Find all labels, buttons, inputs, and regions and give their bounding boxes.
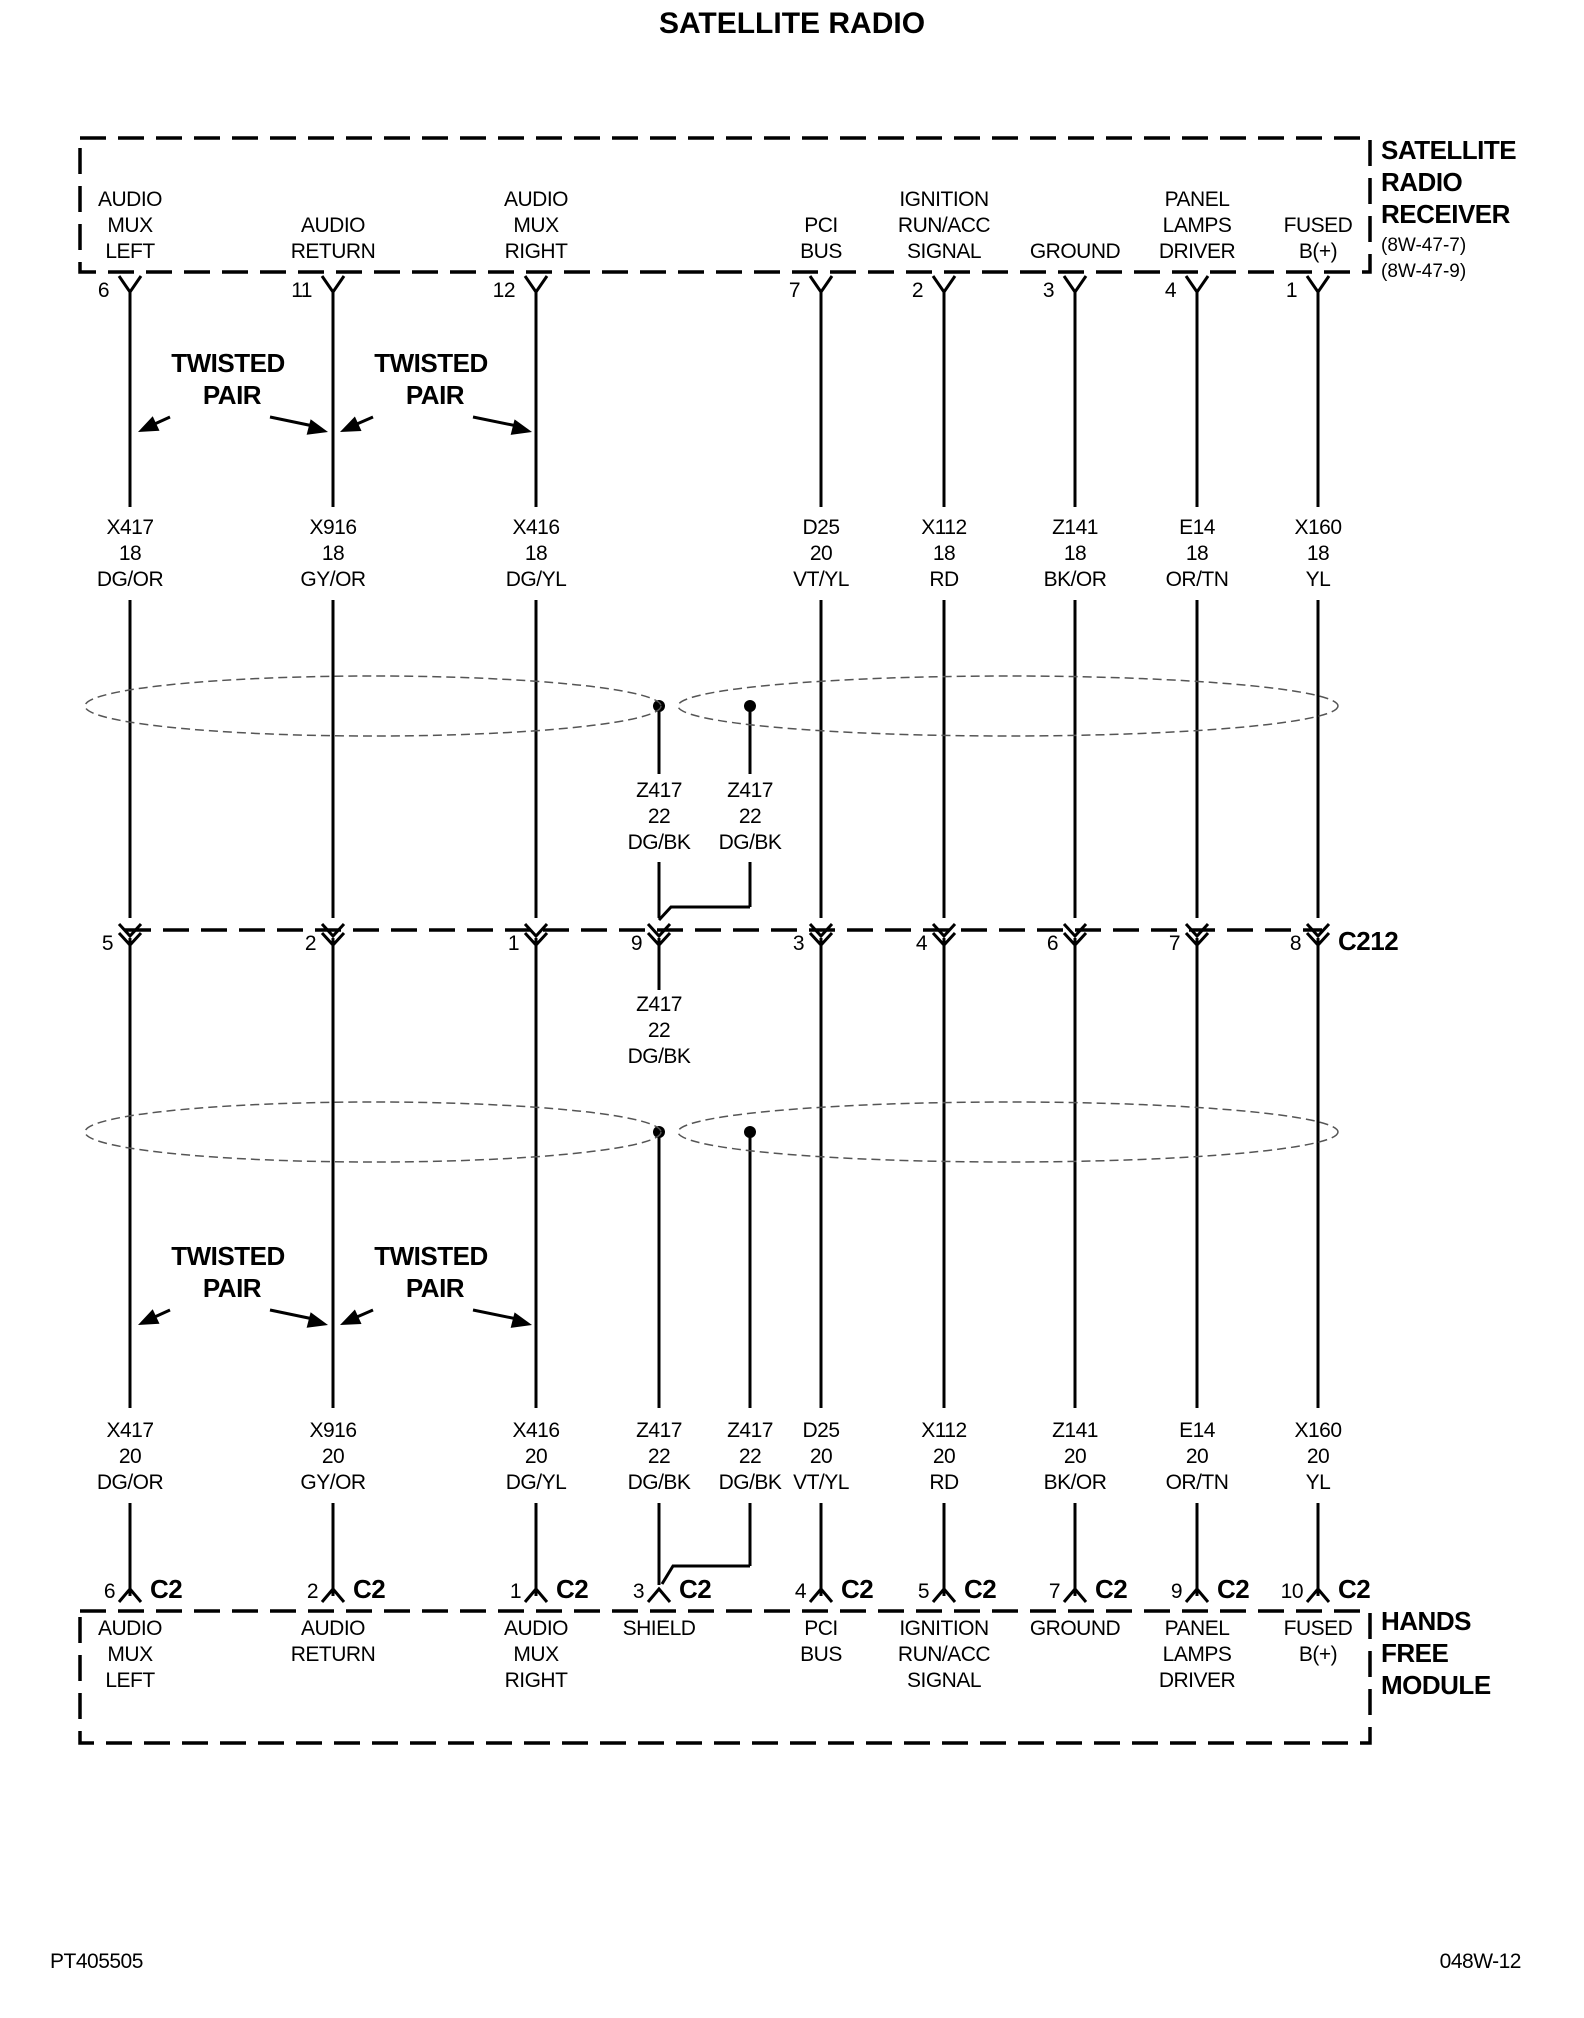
receiver-pin-number: 3 [1042, 279, 1054, 302]
c2-connector-label: C2 [964, 1574, 997, 1604]
upper-wire-gauge: 18 [524, 542, 548, 565]
twisted-pair-arrowhead [340, 416, 362, 432]
c2-connector-label: C2 [679, 1574, 712, 1604]
shield-wire-color: DG/BK [718, 831, 782, 854]
receiver-pin-function: PCI [804, 214, 838, 237]
receiver-ref: (8W-47-9) [1381, 261, 1467, 282]
receiver-pin-symbol [525, 276, 547, 292]
upper-wire-code: X916 [309, 516, 357, 539]
upper-wire-code: X112 [921, 516, 967, 539]
upper-wire-color: DG/OR [96, 568, 164, 591]
upper-wire-code: E14 [1179, 516, 1215, 539]
receiver-pin-function: AUDIO [503, 188, 569, 211]
twisted-pair-text: PAIR [202, 1273, 262, 1303]
upper-wire-gauge: 18 [1063, 542, 1087, 565]
receiver-pin-number: 6 [97, 279, 109, 302]
hands-free-pin-function: DRIVER [1158, 1669, 1236, 1692]
upper-wire-color: VT/YL [793, 568, 849, 591]
c2-pin-number: 3 [632, 1580, 644, 1603]
shield-outline [678, 1102, 1338, 1162]
hands-free-pin-function: FUSED [1283, 1617, 1353, 1640]
hands-free-pin-function: AUDIO [97, 1617, 163, 1640]
lower-wire-color: VT/YL [793, 1471, 849, 1494]
receiver-pin-function: AUDIO [300, 214, 366, 237]
shield-wire-color: DG/BK [627, 831, 691, 854]
receiver-pin-symbol [1186, 276, 1208, 292]
c212-pin-number: 5 [101, 932, 113, 955]
hands-free-pin-function: LAMPS [1162, 1643, 1232, 1666]
twisted-pair-text: TWISTED [171, 348, 285, 378]
lower-wire-gauge: 20 [809, 1445, 833, 1468]
twisted-pair-arrowhead [511, 419, 532, 435]
twisted-pair-text: TWISTED [171, 1241, 285, 1271]
lower-wire-color: OR/TN [1165, 1471, 1229, 1494]
c2-pin-number: 9 [1170, 1580, 1182, 1603]
c212-pin-number: 3 [792, 932, 804, 955]
shield-wire-code: Z417 [727, 779, 773, 802]
lower-wire-gauge: 20 [1185, 1445, 1209, 1468]
upper-wire-code: D25 [802, 516, 840, 539]
lower-wire-code: Z141 [1052, 1419, 1098, 1442]
shield-wire-code: Z417 [727, 1419, 773, 1442]
c212-pin-number: 2 [304, 932, 316, 955]
receiver-pin-number: 11 [291, 279, 312, 302]
hands-free-pin-function: MUX [513, 1643, 559, 1666]
lower-wire-color: GY/OR [300, 1471, 366, 1494]
shield-wire-color: DG/BK [627, 1045, 691, 1068]
twisted-pair-arrowhead [138, 416, 160, 432]
receiver-pin-function: LEFT [105, 240, 155, 263]
receiver-pin-function: PANEL [1164, 188, 1230, 211]
hands-free-pin-function: RIGHT [504, 1669, 568, 1692]
hands-free-name-line: MODULE [1381, 1670, 1491, 1700]
receiver-pin-function: RIGHT [504, 240, 568, 263]
twisted-pair-arrowhead [307, 1312, 328, 1327]
upper-wire-color: GY/OR [300, 568, 366, 591]
receiver-pin-symbol [1064, 276, 1086, 292]
lower-wire-gauge: 20 [1063, 1445, 1087, 1468]
shield-wire-gauge: 22 [647, 1445, 671, 1468]
hands-free-pin-function: RUN/ACC [897, 1643, 991, 1666]
c212-pin-number: 6 [1046, 932, 1058, 955]
lower-wire-code: X417 [106, 1419, 154, 1442]
upper-wire-code: Z141 [1052, 516, 1098, 539]
receiver-name-line: SATELLITE [1381, 135, 1517, 165]
receiver-name-line: RADIO [1381, 167, 1463, 197]
twisted-pair-text: TWISTED [374, 348, 488, 378]
shield-wire-gauge: 22 [738, 805, 762, 828]
c212-pin-number: 8 [1289, 932, 1301, 955]
hands-free-pin-function: AUDIO [300, 1617, 366, 1640]
upper-wire-color: BK/OR [1043, 568, 1107, 591]
lower-wire-code: E14 [1179, 1419, 1215, 1442]
c2-pin-number: 10 [1280, 1580, 1303, 1603]
lower-wire-code: X916 [309, 1419, 357, 1442]
c212-pin-number: 7 [1168, 932, 1180, 955]
lower-wire-color: DG/OR [96, 1471, 164, 1494]
c2-pin-number: 2 [306, 1580, 318, 1603]
hands-free-pin-function: SHIELD [622, 1617, 696, 1640]
receiver-pin-symbol [322, 276, 344, 292]
lower-wire-code: X112 [921, 1419, 967, 1442]
shield-wire-gauge: 22 [738, 1445, 762, 1468]
footer-left-code: PT405505 [50, 1950, 143, 1973]
receiver-pin-symbol [1307, 276, 1329, 292]
upper-wire-color: RD [929, 568, 959, 591]
hands-free-pin-function: PANEL [1164, 1617, 1230, 1640]
lower-wire-code: X160 [1294, 1419, 1342, 1442]
twisted-pair-arrowhead [307, 419, 328, 434]
c2-pin-number: 1 [509, 1580, 521, 1603]
twisted-pair-text: TWISTED [374, 1241, 488, 1271]
receiver-pin-function: MUX [107, 214, 153, 237]
lower-wire-gauge: 20 [932, 1445, 956, 1468]
upper-wire-code: X160 [1294, 516, 1342, 539]
receiver-pin-function: BUS [800, 240, 842, 263]
shield-wire-code: Z417 [636, 1419, 682, 1442]
upper-wire-color: OR/TN [1165, 568, 1229, 591]
c212-pin-number: 9 [630, 932, 642, 955]
lower-wire-color: BK/OR [1043, 1471, 1107, 1494]
c2-pin-symbol [648, 1589, 670, 1602]
twisted-pair-text: PAIR [405, 1273, 465, 1303]
hands-free-pin-function: IGNITION [899, 1617, 989, 1640]
shield-wire-color: DG/BK [718, 1471, 782, 1494]
c2-connector-label: C2 [150, 1574, 183, 1604]
lower-wire-gauge: 20 [1306, 1445, 1330, 1468]
c2-connector-label: C2 [353, 1574, 386, 1604]
lower-wire-code: D25 [802, 1419, 840, 1442]
hands-free-pin-function: AUDIO [503, 1617, 569, 1640]
hands-free-name-line: FREE [1381, 1638, 1449, 1668]
receiver-pin-function: RETURN [290, 240, 376, 263]
upper-wire-code: X416 [512, 516, 560, 539]
c2-connector-label: C2 [841, 1574, 874, 1604]
lower-wire-color: YL [1305, 1471, 1331, 1494]
c2-pin-number: 4 [794, 1580, 806, 1603]
receiver-pin-symbol [933, 276, 955, 292]
c2-pin-number: 6 [103, 1580, 115, 1603]
hands-free-pin-function: BUS [800, 1643, 842, 1666]
lower-wire-color: RD [929, 1471, 959, 1494]
shield-wire-code: Z417 [636, 993, 682, 1016]
receiver-pin-function: RUN/ACC [897, 214, 991, 237]
twisted-pair-text: PAIR [405, 380, 465, 410]
c2-connector-label: C2 [1095, 1574, 1128, 1604]
lower-wire-code: X416 [512, 1419, 560, 1442]
hands-free-pin-function: RETURN [290, 1643, 376, 1666]
hands-free-pin-function: LEFT [105, 1669, 155, 1692]
c2-connector-label: C2 [556, 1574, 589, 1604]
lower-wire-gauge: 20 [321, 1445, 345, 1468]
diagram-title: SATELLITE RADIO [658, 7, 926, 40]
receiver-pin-symbol [810, 276, 832, 292]
lower-wire-gauge: 20 [524, 1445, 548, 1468]
c2-connector-label: C2 [1338, 1574, 1371, 1604]
upper-wire-gauge: 18 [1185, 542, 1209, 565]
lower-wire-gauge: 20 [118, 1445, 142, 1468]
receiver-pin-function: FUSED [1283, 214, 1353, 237]
receiver-pin-function: GROUND [1029, 240, 1121, 263]
receiver-ref: (8W-47-7) [1381, 235, 1467, 256]
lower-wire-color: DG/YL [505, 1471, 567, 1494]
shield-wire-gauge: 22 [647, 1019, 671, 1042]
c212-connector-label: C212 [1338, 926, 1399, 956]
hands-free-pin-function: B(+) [1298, 1643, 1338, 1666]
shield-wire-gauge: 22 [647, 805, 671, 828]
shield-wire-color: DG/BK [627, 1471, 691, 1494]
c212-pin-number: 4 [915, 932, 927, 955]
c2-pin-number: 7 [1048, 1580, 1060, 1603]
shield-wire-code: Z417 [636, 779, 682, 802]
c2-connector-label: C2 [1217, 1574, 1250, 1604]
receiver-pin-function: B(+) [1298, 240, 1338, 263]
upper-wire-gauge: 18 [118, 542, 142, 565]
twisted-pair-arrowhead [138, 1309, 160, 1325]
upper-wire-color: YL [1305, 568, 1331, 591]
shield-splice-wire [659, 907, 750, 920]
shield-outline [85, 676, 661, 736]
hands-free-name-line: HANDS [1381, 1606, 1471, 1636]
twisted-pair-arrowhead [511, 1312, 532, 1328]
c212-pin-number: 1 [507, 932, 519, 955]
receiver-pin-function: IGNITION [899, 188, 989, 211]
receiver-pin-function: LAMPS [1162, 214, 1232, 237]
receiver-pin-number: 12 [492, 279, 515, 302]
upper-wire-gauge: 18 [932, 542, 956, 565]
receiver-name-line: RECEIVER [1381, 199, 1510, 229]
receiver-pin-number: 7 [788, 279, 800, 302]
receiver-pin-symbol [119, 276, 141, 292]
receiver-pin-number: 1 [1285, 279, 1297, 302]
shield-outline [85, 1102, 661, 1162]
c2-pin-number: 5 [917, 1580, 929, 1603]
receiver-pin-function: DRIVER [1158, 240, 1236, 263]
upper-wire-code: X417 [106, 516, 154, 539]
hands-free-pin-function: PCI [804, 1617, 838, 1640]
hands-free-pin-function: MUX [107, 1643, 153, 1666]
receiver-pin-function: AUDIO [97, 188, 163, 211]
receiver-pin-number: 2 [911, 279, 923, 302]
receiver-pin-function: SIGNAL [906, 240, 982, 263]
shield-outline [678, 676, 1338, 736]
upper-wire-gauge: 18 [321, 542, 345, 565]
footer-right-code: 048W-12 [1439, 1950, 1521, 1973]
twisted-pair-arrowhead [340, 1309, 362, 1325]
twisted-pair-text: PAIR [202, 380, 262, 410]
hands-free-pin-function: SIGNAL [906, 1669, 982, 1692]
upper-wire-gauge: 20 [809, 542, 833, 565]
upper-wire-gauge: 18 [1306, 542, 1330, 565]
receiver-pin-function: MUX [513, 214, 559, 237]
upper-wire-color: DG/YL [505, 568, 567, 591]
receiver-pin-number: 4 [1164, 279, 1176, 302]
hands-free-pin-function: GROUND [1029, 1617, 1121, 1640]
